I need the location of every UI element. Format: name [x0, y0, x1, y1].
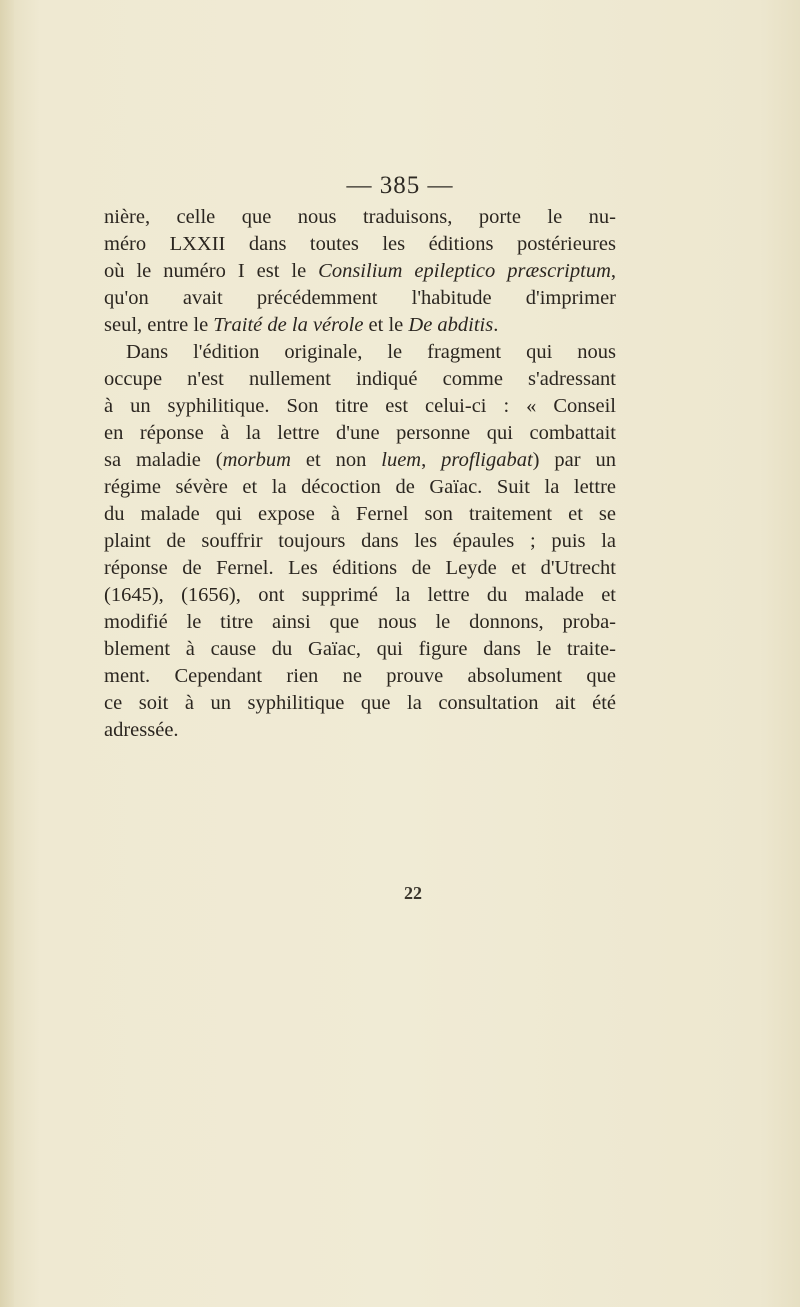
- text-line: sa maladie (morbum et non luem, profligabat) par un: [104, 449, 617, 471]
- paragraph-1: [104, 204, 616, 339]
- text-line: plaint de souffrir toujours dans les épaules ; puis la: [104, 530, 616, 552]
- text-line: régime sévère et la décoction de Gaïac. Suit la lettre: [104, 476, 616, 498]
- text-line: (1645), (1656), ont supprimé la lettre du malade et: [104, 584, 616, 606]
- text-line: seul, entre le Traité de la vérole et le De abditis.: [104, 314, 499, 336]
- text-line: Dans l'édition originale, le fragment qui nous: [126, 341, 616, 363]
- paragraph-2: [104, 339, 616, 744]
- text-line: blement à cause du Gaïac, qui figure dans le traite-: [104, 638, 616, 660]
- text-line: adressée.: [104, 719, 179, 741]
- text-line: du malade qui expose à Fernel son traitement et se: [104, 503, 616, 525]
- text-line: nière, celle que nous traduisons, porte le nu-: [104, 206, 616, 228]
- text-line: ment. Cependant rien ne prouve absolument que: [104, 665, 616, 687]
- text-line: réponse de Fernel. Les éditions de Leyde et d'Utrecht: [104, 557, 616, 579]
- text-line: où le numéro I est le Consilium epileptico præscriptum,: [104, 260, 616, 282]
- text-line: ce soit à un syphilitique que la consultation ait été: [104, 692, 616, 714]
- text-line: en réponse à la lettre d'une personne qui combattait: [104, 422, 616, 444]
- page-number: — 385 —: [346, 172, 454, 199]
- body-text: [104, 204, 616, 744]
- text-line: qu'on avait précédemment l'habitude d'imprimer: [104, 287, 616, 309]
- text-line: occupe n'est nullement indiqué comme s'adressant: [104, 368, 616, 390]
- printer-signature-mark: 22: [404, 883, 422, 903]
- text-line: méro LXXII dans toutes les éditions postérieures: [104, 233, 616, 255]
- text-line: modifié le titre ainsi que nous le donnons, proba-: [104, 611, 616, 633]
- text-line: à un syphilitique. Son titre est celui-ci : « Conseil: [104, 395, 616, 417]
